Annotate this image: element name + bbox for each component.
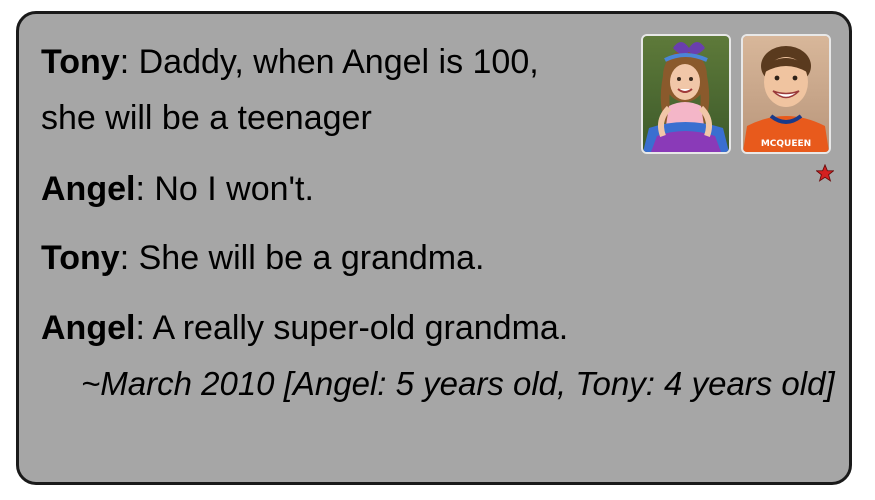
quote-text: She will be a grandma. [138,239,485,277]
angel-photo[interactable] [641,34,731,154]
quote-caption: ~March 2010 [Angel: 5 years old, Tony: 4 years old] [81,365,835,402]
tony-photo[interactable] [741,34,831,154]
angel-photo-image [643,36,729,152]
speaker-tony: Tony [41,239,120,277]
speaker-tony: Tony [41,43,120,81]
favorite-star-icon[interactable] [816,164,834,182]
quote-line-4: Tony: She will be a grandma. [41,239,485,277]
speaker-angel: Angel [41,309,136,347]
tony-photo-image [743,36,829,152]
quote-text: No I won't. [154,170,314,208]
quote-text: A really super-old grandma. [152,309,569,347]
quote-card [16,11,852,485]
speaker-angel: Angel [41,170,136,208]
shirt-text: MCQUEEN [760,139,812,149]
quote-line-5: Angel: A really super-old grandma. [41,309,569,347]
quote-line-3: Angel: No I won't. [41,170,314,208]
quote-text: Daddy, when Angel is 100, [138,43,539,81]
quote-text: she will be a teenager [41,99,372,137]
quote-line-2 [41,98,372,138]
quote-line-1: Tony: Daddy, when Angel is 100, [41,43,539,81]
